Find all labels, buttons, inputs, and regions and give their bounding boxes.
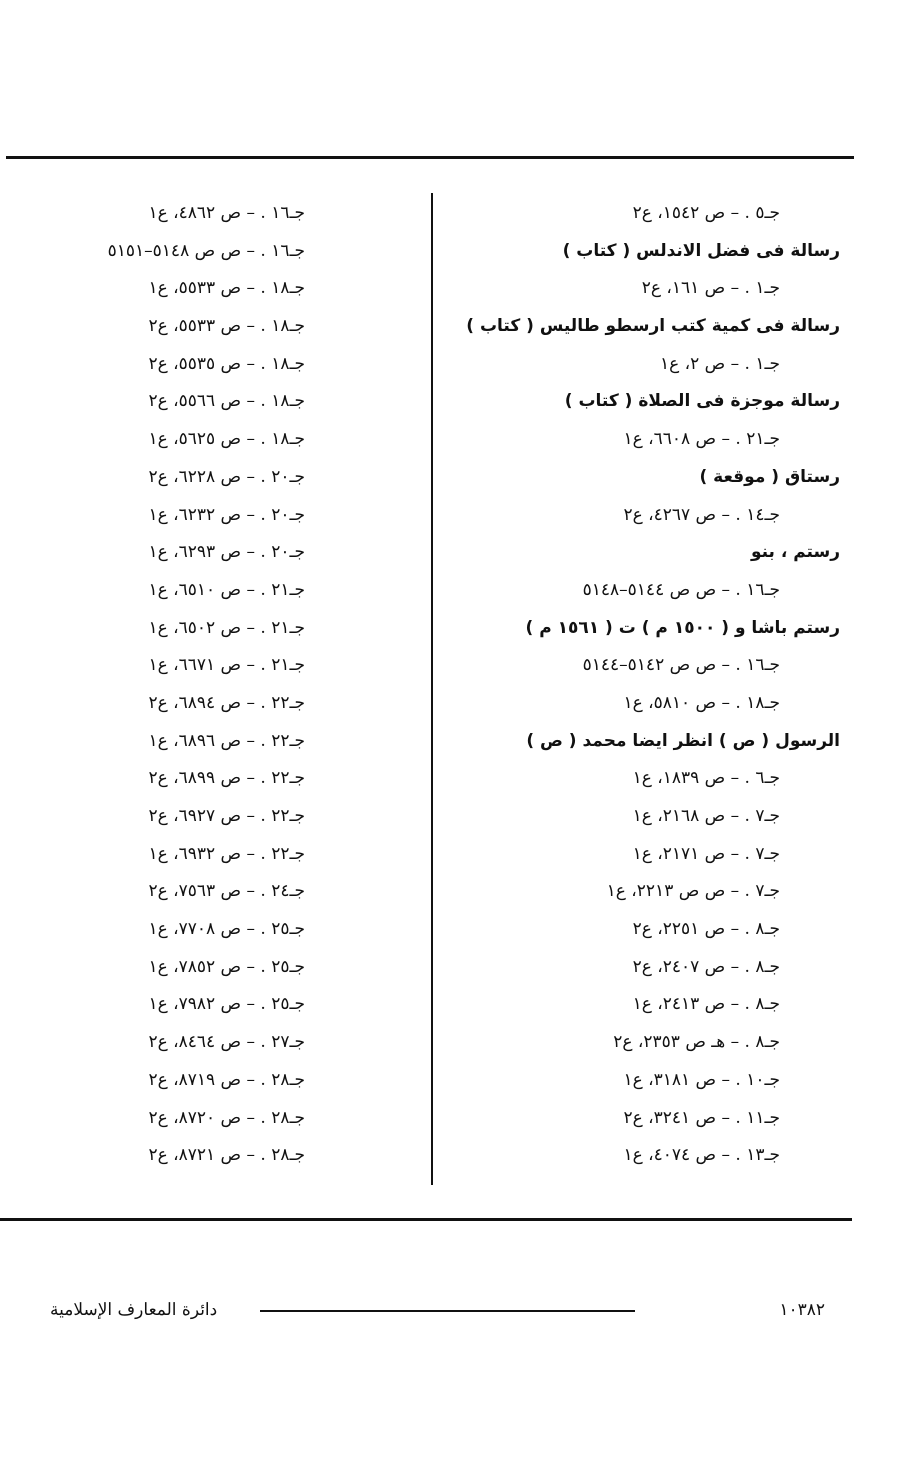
index-reference: جـ١٠ . – ص ٣١٨١، ع١ xyxy=(623,1069,780,1090)
index-reference: جـ٢٨ . – ص ٨٧١٩، ع٢ xyxy=(148,1069,305,1090)
index-reference: جـ١٦ . – ص ص ٥١٤٤–٥١٤٨ xyxy=(582,579,780,600)
index-heading: رستم ، بنو xyxy=(750,542,840,563)
footer-line xyxy=(260,1310,635,1312)
index-reference: جـ١٨ . – ص ٥٦٢٥، ع١ xyxy=(148,429,305,450)
index-heading: رسالة فى فضل الاندلس ( كتاب ) xyxy=(562,240,840,261)
index-reference: جـ٧ . – ص ٢١٦٨، ع١ xyxy=(632,806,780,826)
index-reference: جـ٢٤ . – ص ٧٥٦٣، ع٢ xyxy=(148,881,305,902)
index-column-right xyxy=(455,195,840,1175)
index-heading: رستاق ( موقعة ) xyxy=(699,466,840,487)
index-reference: جـ٢٠ . – ص ٦٢٩٣، ع١ xyxy=(148,542,305,563)
index-reference: جـ٢٨ . – ص ٨٧٢١، ع٢ xyxy=(148,1145,305,1166)
index-reference: جـ٢٢ . – ص ٦٨٩٤، ع٢ xyxy=(148,692,305,713)
index-reference: جـ٢١ . – ص ٦٦٧١، ع١ xyxy=(148,655,305,676)
index-reference: جـ٢٥ . – ص ٧٧٠٨، ع١ xyxy=(148,919,305,940)
index-heading: رسالة موجزة فى الصلاة ( كتاب ) xyxy=(564,391,840,412)
index-reference: جـ٢١ . – ص ٦٦٠٨، ع١ xyxy=(623,429,780,450)
index-reference: جـ١٤ . – ص ٤٢٦٧، ع٢ xyxy=(623,504,780,525)
page-number: ١٠٣٨٢ xyxy=(779,1300,825,1320)
index-reference: جـ٢١ . – ص ٦٥٠٢، ع١ xyxy=(148,617,305,638)
page-footer xyxy=(50,1295,825,1325)
index-reference: جـ١٨ . – ص ٥٥٣٣، ع٢ xyxy=(148,316,305,337)
index-reference: جـ١٣ . – ص ٤٠٧٤، ع١ xyxy=(623,1145,780,1166)
index-reference: جـ١١ . – ص ٣٢٤١، ع٢ xyxy=(623,1107,780,1128)
index-reference: جـ٨ . – ص ٢٤٠٧، ع٢ xyxy=(632,956,780,977)
index-reference: جـ٨ . – ص ٢٤١٣، ع١ xyxy=(632,994,780,1015)
index-reference: جـ٥ . – ص ١٥٤٢، ع٢ xyxy=(632,203,780,223)
index-reference: جـ٢٠ . – ص ٦٢٢٨، ع٢ xyxy=(148,466,305,487)
index-reference: جـ٢٢ . – ص ٦٨٩٦، ع١ xyxy=(148,730,305,751)
index-reference: جـ٢٧ . – ص ٨٤٦٤، ع٢ xyxy=(148,1032,305,1053)
index-reference: جـ٧ . – ص ص ٢٢١٣، ع١ xyxy=(606,881,780,902)
index-reference: جـ٢٥ . – ص ٧٨٥٢، ع١ xyxy=(148,956,305,977)
index-reference: جـ١٨ . – ص ٥٥٣٥، ع٢ xyxy=(148,353,305,374)
bottom-rule xyxy=(0,1218,852,1221)
index-reference: جـ٨ . – هـ ص ٢٣٥٣، ع٢ xyxy=(613,1032,780,1053)
index-reference: جـ١٦ . – ص ٤٨٦٢، ع١ xyxy=(148,203,305,223)
index-reference: جـ٢٢ . – ص ٦٩٢٧، ع٢ xyxy=(148,806,305,826)
index-reference: جـ٢٥ . – ص ٧٩٨٢، ع١ xyxy=(148,994,305,1015)
index-column-left xyxy=(40,195,305,1175)
column-divider xyxy=(431,193,433,1185)
index-reference: جـ١٨ . – ص ٥٥٣٣، ع١ xyxy=(148,278,305,299)
index-heading: رسالة فى كمية كتب ارسطو طاليس ( كتاب ) xyxy=(466,316,840,337)
index-reference: جـ١ . – ص ٢، ع١ xyxy=(659,353,780,374)
index-reference: جـ١٦ . – ص ص ٥١٤٢–٥١٤٤ xyxy=(582,655,780,676)
top-rule xyxy=(6,156,854,159)
index-reference: جـ١٦ . – ص ص ٥١٤٨–٥١٥١ xyxy=(107,240,305,261)
index-reference: جـ٦ . – ص ١٨٣٩، ع١ xyxy=(632,768,780,789)
journal-title: دائرة المعارف الإسلامية xyxy=(50,1300,218,1320)
index-reference: جـ١٨ . – ص ٥٥٦٦، ع٢ xyxy=(148,391,305,412)
index-reference: جـ١٨ . – ص ٥٨١٠، ع١ xyxy=(623,692,780,713)
index-reference: جـ٢٨ . – ص ٨٧٢٠، ع٢ xyxy=(148,1107,305,1128)
index-heading: رستم باشا و ( ١٥٠٠ م ) ت ( ١٥٦١ م ) xyxy=(525,617,840,638)
index-reference: جـ٢٠ . – ص ٦٢٣٢، ع١ xyxy=(148,504,305,525)
index-reference: جـ١ . – ص ١٦١، ع٢ xyxy=(641,278,780,299)
index-reference: جـ٢٢ . – ص ٦٩٣٢، ع١ xyxy=(148,843,305,864)
index-reference: جـ٢٢ . – ص ٦٨٩٩، ع٢ xyxy=(148,768,305,789)
index-reference: جـ٨ . – ص ٢٢٥١، ع٢ xyxy=(632,919,780,940)
index-reference: جـ٧ . – ص ٢١٧١، ع١ xyxy=(632,843,780,864)
index-reference: جـ٢١ . – ص ٦٥١٠، ع١ xyxy=(148,579,305,600)
index-heading: الرسول ( ص ) انظر ايضا محمد ( ص ) xyxy=(526,730,840,751)
